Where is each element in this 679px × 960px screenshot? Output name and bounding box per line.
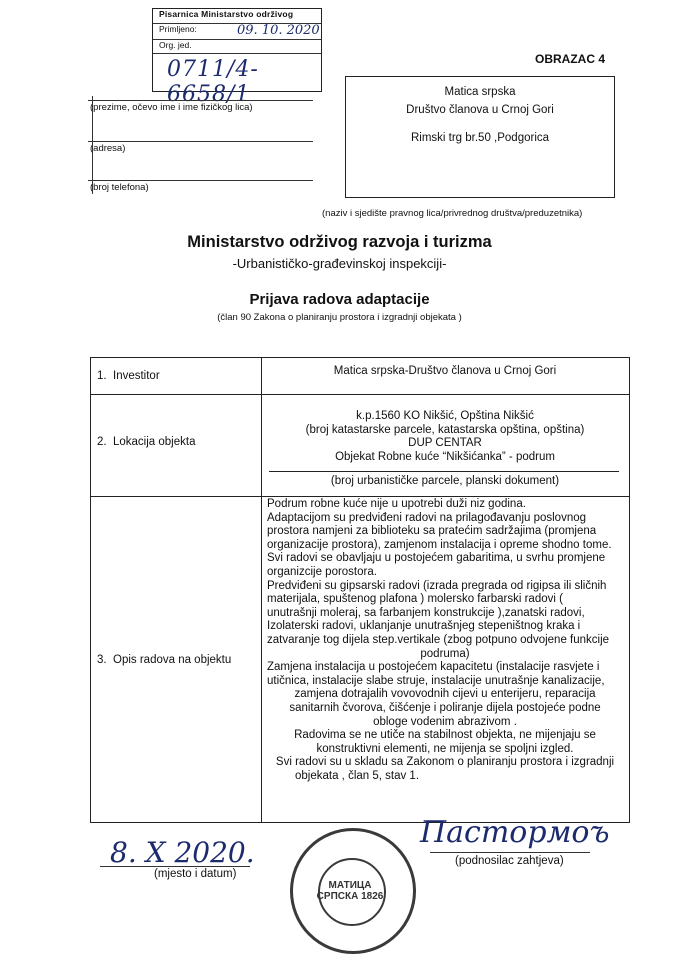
description-line: konstruktivni elementi, ne mijenja se spoljni izgled. (316, 742, 574, 755)
stamp-received-label: Primljeno: (153, 24, 321, 40)
stamp-org-label: Org. jed. (153, 40, 321, 54)
form-number: OBRAZAC 4 (535, 52, 606, 66)
ministry-heading: Ministarstvo održivog razvoja i turizma (187, 233, 492, 251)
inspection-heading: -Urbanističko-građevinskoj inspekciji- (232, 256, 447, 271)
place-date-label: (mjesto i datum) (154, 868, 237, 880)
description-line: materijala, spuštenog plafona ) molersko farbarski radovi ( (267, 593, 563, 606)
registry-stamp (152, 8, 322, 107)
description-line: prostora namjeni za biblioteku sa pratećim sadržajima (promjena (267, 525, 597, 538)
description-line: Svi radovi se obavljaju u postojećem gabaritima, u svrhu promjene (267, 552, 606, 565)
applicant-name-label: (prezime, očevo ime i ime fizičkog lica) (90, 102, 253, 113)
applicant-phone-label: (broj telefona) (90, 182, 149, 193)
description-line: Izolaterski radovi, uklanjanje unutrašnjeg stepeništnog kraka i (267, 620, 581, 633)
applicant-address-label: (adresa) (90, 143, 126, 154)
signature: Пастормоъ (420, 815, 610, 850)
applicant-label: (podnosilac zahtjeva) (455, 855, 564, 867)
recipient-line-2: Društvo članova u Crnoj Gori (406, 104, 554, 116)
description-line: unutrašnji moleraj, sa farbanjem konstrukcije ),zanatski radovi, (267, 606, 585, 619)
stamp-number: 0711/4-6658/1 (167, 57, 259, 107)
seal-text: МАТИЦА СРПСКА 1826 (316, 880, 384, 902)
handwritten-date: 8. X 2020. (110, 836, 255, 869)
row-3-label: Opis radova na objektu (113, 654, 232, 666)
recipient-line-3: Rimski trg br.50 ,Podgorica (410, 132, 550, 144)
description-line: zatvaranje tog dijela step.vertikale (zbog potpuno odvojene funkcije (267, 633, 610, 646)
investor-value: Matica srpska-Društvo članova u Crnoj Gori (333, 365, 557, 377)
location-footnote: (broj urbanističke parcele, planski dokument) (330, 475, 560, 487)
phone-line (88, 180, 313, 181)
description-line: podruma) (420, 647, 470, 660)
address-line (88, 141, 313, 142)
location-value (262, 410, 628, 464)
date-line (100, 866, 250, 867)
row-divider (91, 496, 629, 497)
row-divider (91, 394, 629, 395)
description-line: Podrum robne kuće nije u upotrebi duži niz godina. (267, 498, 526, 510)
description-line: objekata , član 5, stav 1. (295, 769, 420, 782)
document-subtitle: (član 90 Zakona o planiranju prostora i izgradnji objekata ) (217, 312, 462, 323)
recipient-line-1: Matica srpska (444, 86, 516, 98)
recipient-box (345, 76, 615, 198)
description-line: Radovima se ne utiče na stabilnost objekta, ne mijenjaju se (294, 729, 596, 742)
description-line: zamjena dotrajalih vovovodnih cijevi u enterijeru, reparacija (294, 688, 596, 701)
description-line: organizacije prostora), zamjenom instalacija i opreme shodno tome. (267, 538, 612, 551)
location-line: Objekat Robne kuće “Nikšićanka” - podrum (335, 450, 555, 463)
row-3-number: 3. (97, 654, 107, 666)
stamp-received-date: 09. 10. 2020 (237, 23, 320, 38)
description-line: Adaptacijom su predviđeni radovi na prilagođavanju poslovnog (267, 511, 587, 524)
margin-rule (92, 96, 96, 194)
row-1-label: Investitor (113, 370, 160, 382)
row-1-number: 1. (97, 370, 107, 382)
location-line: DUP CENTAR (408, 437, 482, 449)
works-description (267, 498, 623, 783)
description-line: utičnica, instalacije slabe struje, instalacije unutrašnje kanalizacije, (267, 674, 605, 687)
application-table (90, 357, 630, 823)
description-line: sanitarnih čvorova, čišćenje i poliranje dijela postojeće podne (289, 701, 601, 714)
stamp-title: Pisarnica Ministarstvo održivog (153, 9, 321, 24)
description-line: Zamjena instalacija u postojećem kapacitetu (instalacije rasvjete i (267, 661, 600, 674)
description-line: Svi radovi su u skladu sa Zakonom o planiranju prostora i izgradnji (275, 756, 615, 769)
description-line: organizcije porostora. (267, 565, 377, 578)
location-underline (269, 471, 619, 472)
signature-line (430, 852, 590, 853)
recipient-caption: (naziv i sjedište pravnog lica/privrednog društva/preduzetnika) (322, 208, 583, 219)
description-line: Predviđeni su gipsarski radovi (izrada pregrada od rigipsa ili sličnih (267, 579, 607, 592)
location-line: (broj katastarske parcele, katastarska opština, opština) (305, 423, 585, 436)
row-2-label: Lokacija objekta (113, 436, 196, 448)
document-title: Prijava radova adaptacije (249, 291, 430, 308)
name-line (88, 100, 313, 101)
location-line: k.p.1560 KO Nikšić, Opština Nikšić (356, 410, 534, 422)
row-2-number: 2. (97, 436, 107, 448)
description-line: obloge vodenim abrazivom . (373, 715, 517, 728)
